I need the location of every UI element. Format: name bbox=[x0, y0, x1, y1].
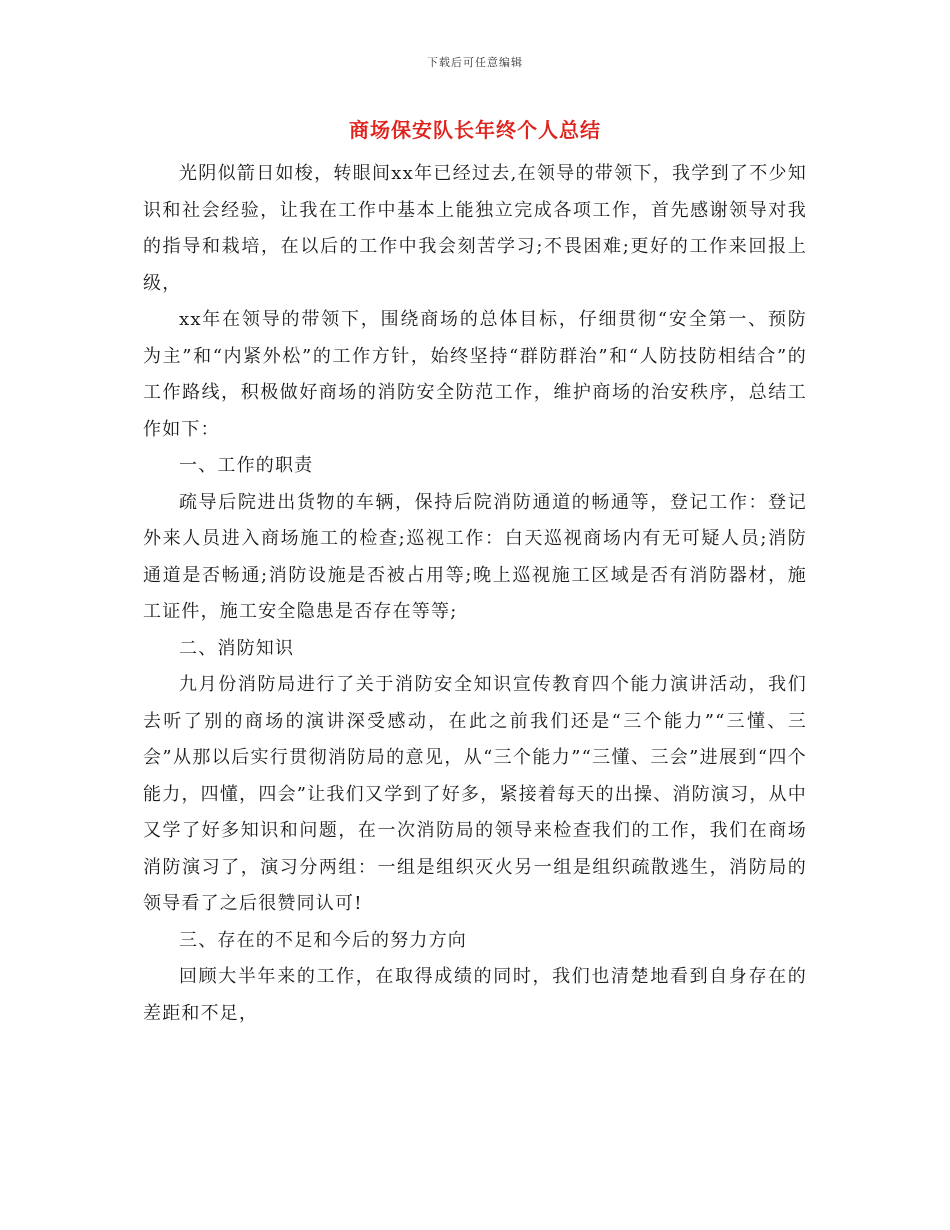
paragraph-intro: 光阴似箭日如梭，转眼间xx年已经过去,在领导的带领下，我学到了不少知识和社会经验，让我在工作中基本上能独立完成各项工作，首先感谢领导对我的指导和栽培，在以后的工作中我会刻苦学习;不畏困难;更好的工作来回报上级， bbox=[143, 163, 807, 294]
paragraph-duties: 疏导后院进出货物的车辆，保持后院消防通道的畅通等，登记工作：登记外来人员进入商场施工的检查;巡视工作：白天巡视商场内有无可疑人员;消防通道是否畅通;消防设施是否被占用等;晚上巡视施工区域是否有消防器材，施工证件，施工安全隐患是否存在等等; bbox=[143, 491, 807, 622]
document-title: 商场保安队长年终个人总结 bbox=[349, 118, 601, 142]
paragraph-overview: xx年在领导的带领下，围绕商场的总体目标，仔细贯彻“安全第一、预防为主”和“内紧外松”的工作方针，始终坚持“群防群治”和“人防技防相结合”的工作路线，积极做好商场的消防安全防范工作，维护商场的治安秩序，总结工作如下： bbox=[143, 309, 807, 440]
paragraph-shortcomings: 回顾大半年来的工作，在取得成绩的同时，我们也清楚地看到自身存在的差距和不足， bbox=[143, 966, 807, 1024]
paragraph-fire-knowledge: 九月份消防局进行了关于消防安全知识宣传教育四个能力演讲活动，我们去听了别的商场的演讲深受感动，在此之前我们还是“三个能力”“三懂、三会”从那以后实行贯彻消防局的意见，从“三个能力”“三懂、三会”进展到“四个能力，四懂，四会”让我们又学到了好多，紧接着每天的出操、消防演习，从中又学了好多知识和问题，在一次消防局的领导来检查我们的工作，我们在商场消防演习了，演习分两组：一组是组织灭火另一组是组织疏散逃生，消防局的领导看了之后很赞同认可! bbox=[143, 674, 807, 914]
page-header-note: 下载后可任意编辑 bbox=[427, 56, 523, 69]
section-heading-fire-knowledge: 二、消防知识 bbox=[179, 637, 295, 659]
document-body bbox=[143, 156, 807, 1032]
section-heading-duties: 一、工作的职责 bbox=[179, 455, 314, 476]
section-heading-shortcomings: 三、存在的不足和今后的努力方向 bbox=[179, 929, 467, 951]
